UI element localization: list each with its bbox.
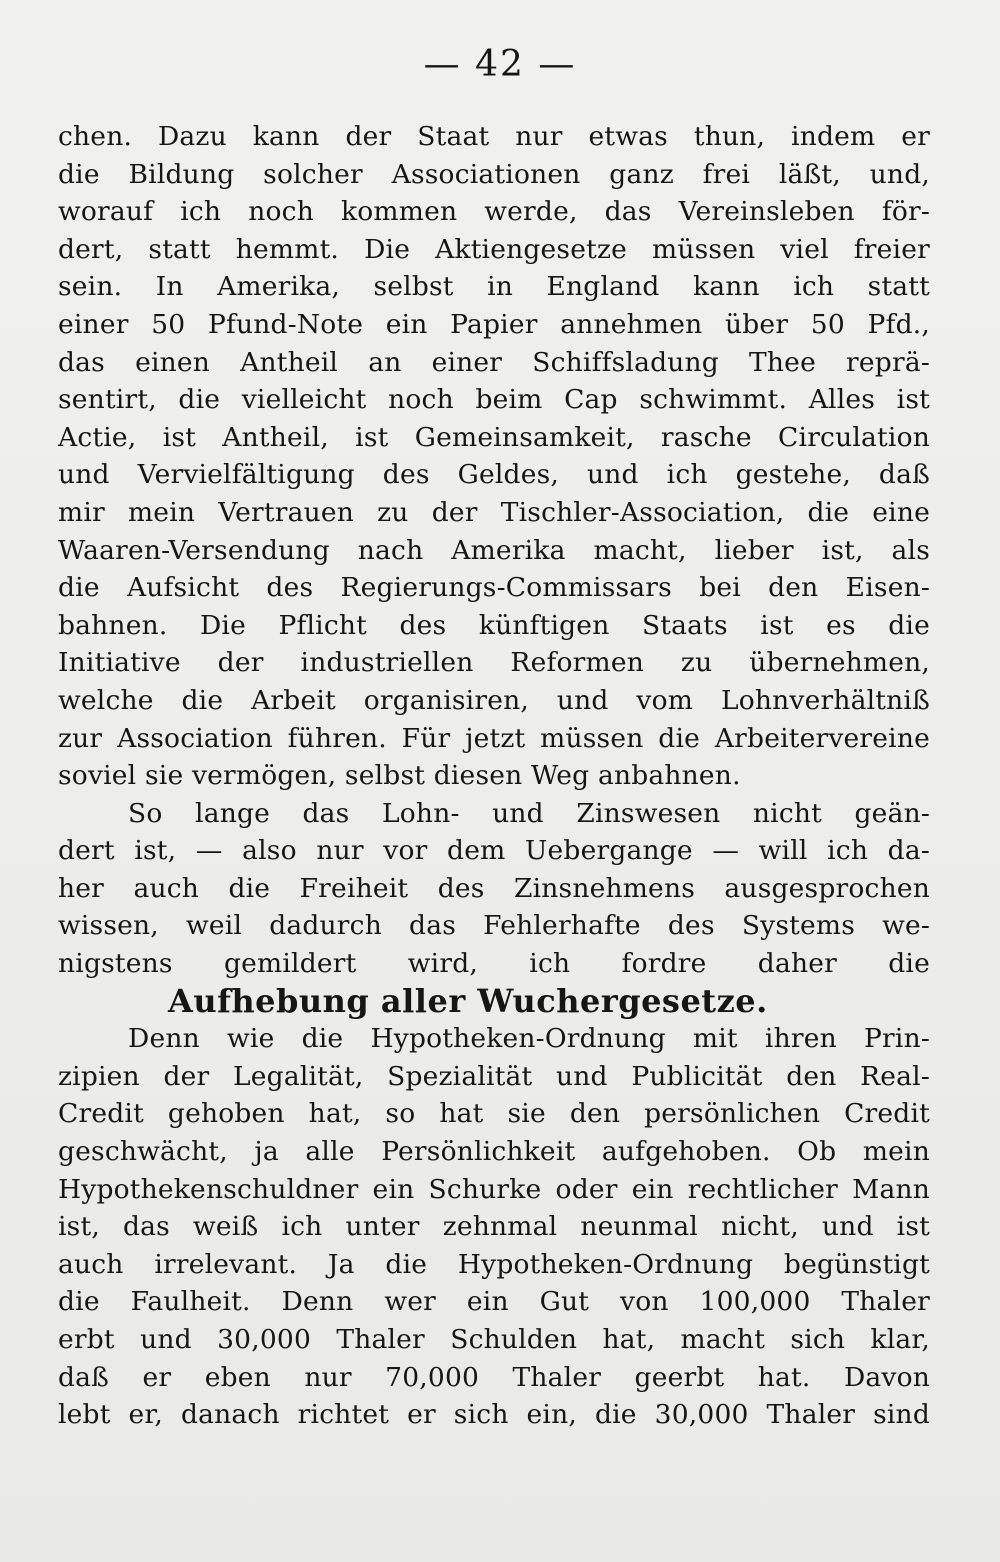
text-line: die Faulheit. Denn wer ein Gut von 100,000 Thaler bbox=[58, 1286, 930, 1318]
text-line: lebt er, danach richtet er sich ein, die 30,000 Thaler sind bbox=[58, 1399, 930, 1431]
text-line: Credit gehoben hat, so hat sie den persönlichen Credit bbox=[58, 1098, 930, 1130]
text-line: mir mein Vertrauen zu der Tischler-Association, die eine bbox=[58, 496, 930, 528]
text-line: Actie, ist Antheil, ist Gemeinsamkeit, rasche Circulation bbox=[58, 421, 930, 453]
text-line: die Aufsicht des Regierungs-Commissars bei den Eisen- bbox=[58, 572, 930, 604]
text-line: soviel sie vermögen, selbst diesen Weg anbahnen. bbox=[58, 760, 741, 792]
text-line: die Bildung solcher Associationen ganz frei läßt, und, bbox=[58, 158, 930, 190]
text-line: nigstens gemildert wird, ich fordre daher die bbox=[58, 948, 930, 980]
text-line: sentirt, die vielleicht noch beim Cap schwimmt. Alles ist bbox=[58, 384, 930, 416]
text-line: das einen Antheil an einer Schiffsladung Thee reprä- bbox=[58, 346, 930, 378]
text-line: Denn wie die Hypotheken-Ordnung mit ihren Prin- bbox=[128, 1023, 930, 1055]
text-line: zur Association führen. Für jetzt müssen die Arbeitervereine bbox=[58, 722, 930, 754]
text-line: wissen, weil dadurch das Fehlerhafte des Systems we- bbox=[58, 910, 930, 942]
text-line: daß er eben nur 70,000 Thaler geerbt hat. Davon bbox=[58, 1361, 930, 1393]
text-line: bahnen. Die Pflicht des künftigen Staats ist es die bbox=[58, 609, 930, 641]
text-line: her auch die Freiheit des Zinsnehmens ausgesprochen bbox=[58, 872, 930, 904]
text-line: So lange das Lohn- und Zinswesen nicht geän- bbox=[128, 797, 930, 829]
text-line: worauf ich noch kommen werde, das Vereinsleben för- bbox=[58, 196, 930, 228]
page-text bbox=[58, 118, 930, 1434]
text-line: dert ist, — also nur vor dem Uebergange — will ich da- bbox=[58, 835, 930, 867]
text-line: und Vervielfältigung des Geldes, und ich gestehe, daß bbox=[58, 459, 930, 491]
text-line: auch irrelevant. Ja die Hypotheken-Ordnung begünstigt bbox=[58, 1248, 930, 1280]
text-line: Hypothekenschuldner ein Schurke oder ein rechtlicher Mann bbox=[58, 1173, 930, 1205]
text-line: welche die Arbeit organisiren, und vom Lohnverhältniß bbox=[58, 684, 930, 716]
text-line: geschwächt, ja alle Persönlichkeit aufgehoben. Ob mein bbox=[58, 1136, 930, 1168]
text-line: Waaren-Versendung nach Amerika macht, lieber ist, als bbox=[58, 534, 930, 566]
section-heading: Aufhebung aller Wuchergesetze. bbox=[168, 981, 768, 1020]
text-line: sein. In Amerika, selbst in England kann ich statt bbox=[58, 271, 930, 303]
text-line: erbt und 30,000 Thaler Schulden hat, macht sich klar, bbox=[58, 1324, 930, 1355]
text-line: dert, statt hemmt. Die Aktiengesetze müssen viel freier bbox=[58, 233, 930, 265]
text-line: Initiative der industriellen Reformen zu übernehmen, bbox=[58, 647, 930, 679]
text-line: ist, das weiß ich unter zehnmal neunmal nicht, und ist bbox=[58, 1211, 930, 1243]
page-number: — 42 — bbox=[423, 44, 577, 85]
text-line: zipien der Legalität, Spezialität und Publicität den Real- bbox=[58, 1060, 930, 1092]
text-line: chen. Dazu kann der Staat nur etwas thun, indem er bbox=[58, 121, 930, 152]
bleed-through-text bbox=[60, 1455, 930, 1485]
text-line: einer 50 Pfund-Note ein Papier annehmen über 50 Pfd., bbox=[58, 308, 930, 340]
